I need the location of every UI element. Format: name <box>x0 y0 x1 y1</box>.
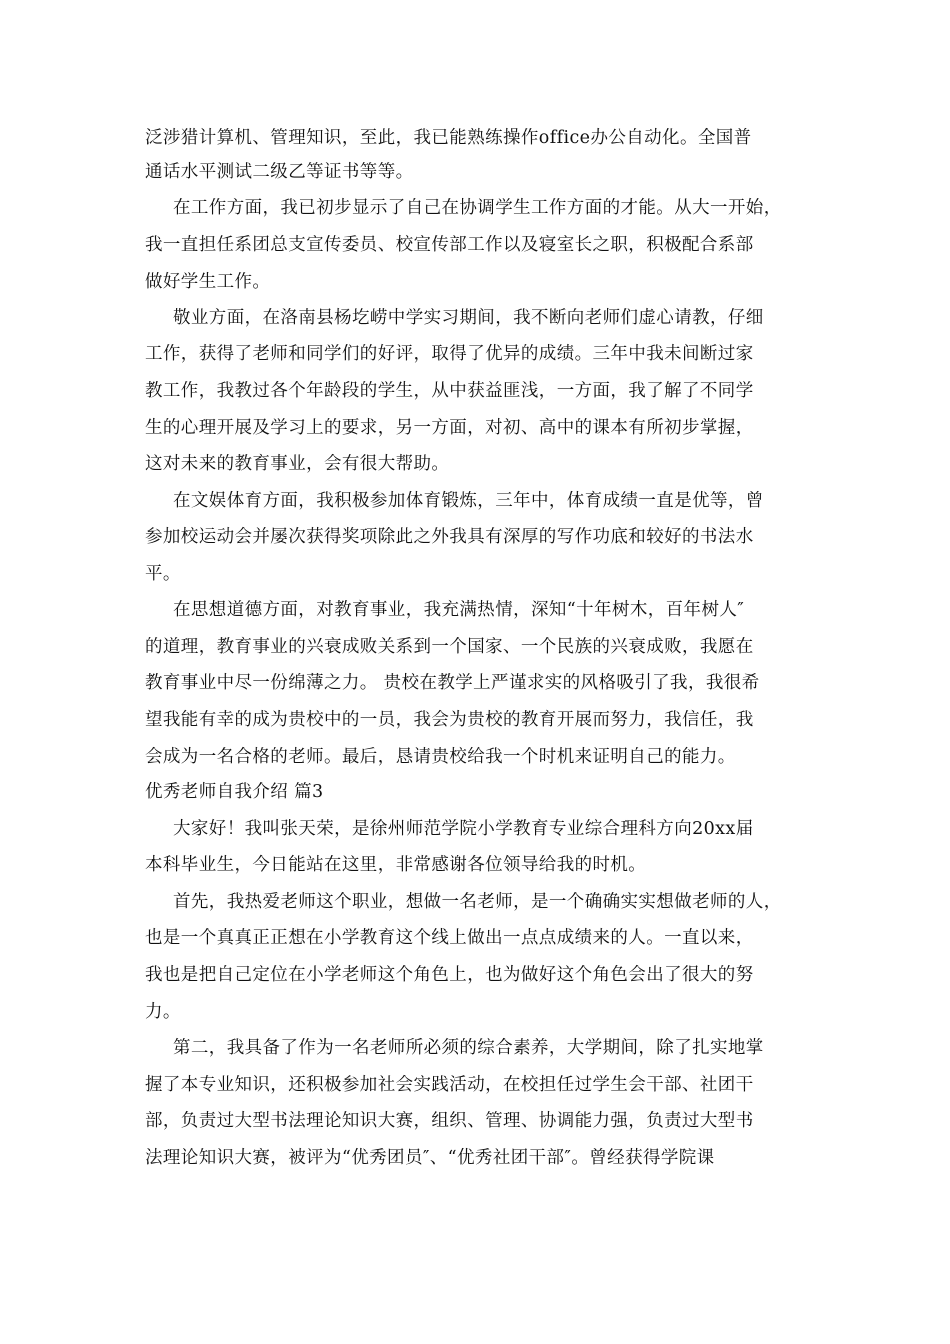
text-line: 我一直担任系团总支宣传委员、校宣传部工作以及寝室长之职，积极配合系部 <box>145 235 754 255</box>
text-line: 平。 <box>145 564 181 584</box>
paragraph-start-line: 在工作方面，我已初步显示了自己在协调学生工作方面的才能。从大一开始， <box>173 198 782 218</box>
text-line: 做好学生工作。 <box>145 272 271 292</box>
text-line: 本科毕业生，今日能站在这里，非常感谢各位领导给我的时机。 <box>145 855 647 875</box>
text-line: 也是一个真真正正想在小学教育这个线上做出一点点成绩来的人。一直以来， <box>145 928 754 948</box>
text-line: 工作，获得了老师和同学们的好评，取得了优异的成绩。三年中我未间断过家 <box>145 344 754 364</box>
paragraph-start-line: 大家好！我叫张天荣，是徐州师范学院小学教育专业综合理科方向20xx届 <box>173 819 754 839</box>
text-line: 力。 <box>145 1002 181 1022</box>
text-line: 我也是把自己定位在小学老师这个角色上，也为做好这个角色会出了很大的努 <box>145 965 754 985</box>
paragraph-start-line: 第二，我具备了作为一名老师所必须的综合素养，大学期间，除了扎实地掌 <box>173 1038 764 1058</box>
text-line: 教育事业中尽一份绵薄之力。 贵校在教学上严谨求实的风格吸引了我，我很希 <box>145 673 760 693</box>
section-heading: 优秀老师自我介绍 篇3 <box>145 782 324 802</box>
text-line: 法理论知识大赛，被评为“优秀团员″、“优秀社团干部″。曾经获得学院课 <box>145 1148 715 1168</box>
text-line: 教工作，我教过各个年龄段的学生，从中获益匪浅，一方面，我了解了不同学 <box>145 381 754 401</box>
paragraph-start-line: 在文娱体育方面，我积极参加体育锻炼，三年中，体育成绩一直是优等，曾 <box>173 491 764 511</box>
text-line: 参加校运动会并屡次获得奖项除此之外我具有深厚的写作功底和较好的书法水 <box>145 527 754 547</box>
paragraph-start-line: 敬业方面，在洛南县杨圪崂中学实习期间，我不断向老师们虚心请教，仔细 <box>173 308 764 328</box>
text-line: 泛涉猎计算机、管理知识，至此，我已能熟练操作office办公自动化。全国普 <box>145 128 752 148</box>
text-line: 部，负责过大型书法理论知识大赛，组织、管理、协调能力强，负责过大型书 <box>145 1111 754 1131</box>
text-line: 的道理，教育事业的兴衰成败关系到一个国家、一个民族的兴衰成败，我愿在 <box>145 637 754 657</box>
text-line: 这对未来的教育事业，会有很大帮助。 <box>145 454 450 474</box>
text-line: 生的心理开展及学习上的要求，另一方面，对初、高中的课本有所初步掌握， <box>145 418 754 438</box>
paragraph-start-line: 首先，我热爱老师这个职业，想做一名老师，是一个确确实实想做老师的人， <box>173 892 782 912</box>
text-line: 通话水平测试二级乙等证书等等。 <box>145 162 414 182</box>
text-line: 握了本专业知识，还积极参加社会实践活动，在校担任过学生会干部、社团干 <box>145 1075 754 1095</box>
text-line: 会成为一名合格的老师。最后，恳请贵校给我一个时机来证明自己的能力。 <box>145 747 736 767</box>
text-line: 望我能有幸的成为贵校中的一员，我会为贵校的教育开展而努力，我信任，我 <box>145 710 754 730</box>
paragraph-start-line: 在思想道德方面，对教育事业，我充满热情，深知“十年树木，百年树人″ <box>173 600 745 620</box>
